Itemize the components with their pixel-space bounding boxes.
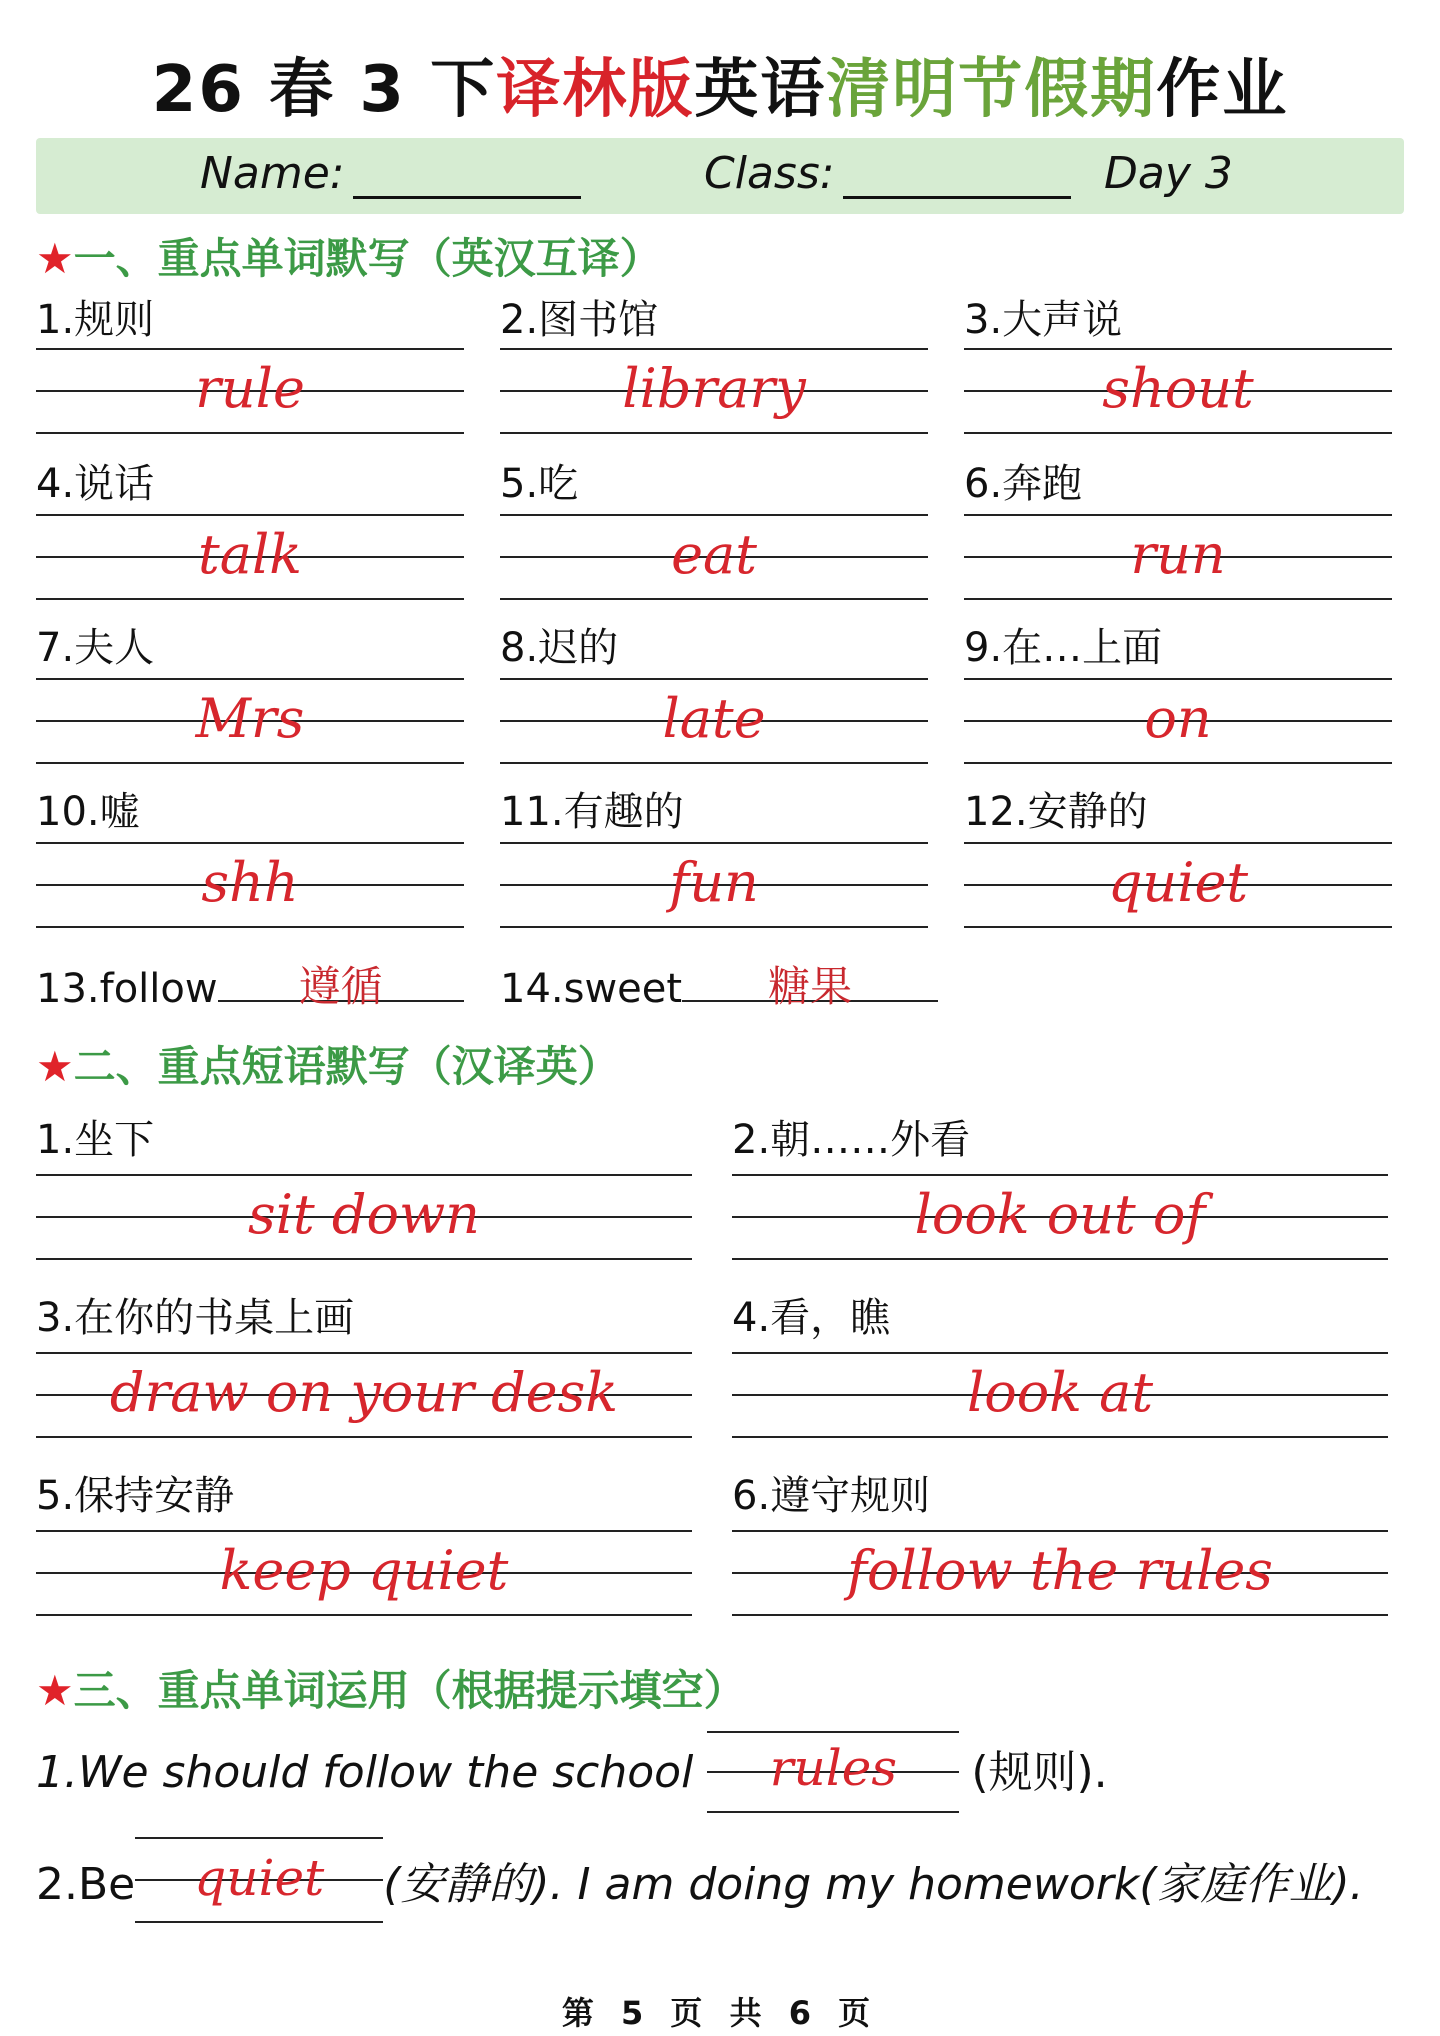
word-item-inline[interactable] [36,960,464,1012]
title-part-edition: 译林版 [496,53,695,127]
word-answer: late [662,687,766,750]
info-banner [36,138,1404,214]
word-answer: shout [1102,357,1254,420]
title-part-holiday: 清明节假期 [826,53,1157,127]
star-icon: ★ [36,1042,74,1091]
word-item[interactable] [36,288,464,438]
phrase-prompt: 6.遵守规则 [732,1473,931,1519]
phrase-answer: draw on your desk [109,1361,619,1424]
word-item[interactable] [500,616,928,766]
star-icon: ★ [36,234,74,283]
title-part-subject: 英语 [694,53,827,127]
word-prompt: 1.规则 [36,297,155,343]
word-item[interactable] [500,288,928,438]
answer-blank[interactable] [682,960,938,1011]
phrase-prompt: 2.朝……外看 [732,1117,971,1163]
phrase-answer: look out of [914,1183,1206,1246]
word-answer: talk [198,523,302,586]
word-prompt: 5.吃 [500,461,579,507]
answer-blank[interactable] [707,1739,959,1805]
word-item[interactable] [500,780,928,930]
word-answer: fun [669,851,759,914]
phrase-item[interactable] [36,1286,692,1446]
word-answer: 糖果 [768,962,853,1011]
class-blank[interactable] [843,156,1071,199]
word-prompt: 11.有趣的 [500,789,684,835]
word-item[interactable] [36,452,464,602]
page-title [0,38,1440,130]
phrase-item[interactable] [36,1108,692,1268]
section1-title-text: 一、重点单词默写（英汉互译） [73,234,662,283]
section1-title [36,226,662,286]
sentence-text-after: (规则). [971,1747,1108,1798]
star-icon: ★ [36,1666,74,1715]
title-part-grade: 26 春 3 下 [151,53,497,127]
word-prompt: 9.在…上面 [964,625,1163,671]
section2-title-text: 二、重点短语默写（汉译英） [73,1042,620,1091]
day-label: Day 3 [1104,148,1233,199]
phrase-prompt: 5.保持安静 [36,1473,235,1519]
phrase-item[interactable] [36,1464,692,1624]
word-item[interactable] [964,616,1392,766]
word-item[interactable] [964,452,1392,602]
word-answer: run [1130,523,1226,586]
word-answer: 遵循 [298,962,383,1011]
word-answer: eat [671,523,757,586]
word-prompt: 3.大声说 [964,297,1123,343]
phrase-prompt: 4.看，瞧 [732,1295,891,1341]
fill-sentence-2[interactable] [36,1848,1364,1917]
title-part-homework: 作业 [1156,53,1289,127]
sentence-text-before: 2.Be [36,1859,136,1910]
fill-sentence-1[interactable] [36,1736,1108,1805]
sentence-answer: quiet [194,1849,325,1907]
section3-title-text: 三、重点单词运用（根据提示填空） [73,1666,746,1715]
word-answer: shh [201,851,299,914]
word-item[interactable] [500,452,928,602]
word-prompt: 8.迟的 [500,625,619,671]
word-item[interactable] [964,288,1392,438]
word-item[interactable] [36,780,464,930]
word-prompt: 12.安静的 [964,789,1148,835]
word-prompt: 14.sweet [500,966,683,1012]
word-answer: quiet [1107,851,1249,914]
word-item[interactable] [964,780,1392,930]
class-field[interactable] [704,148,1071,199]
phrase-answer: keep quiet [219,1539,509,1602]
sentence-answer: rules [769,1739,897,1797]
phrase-item[interactable] [732,1464,1388,1624]
phrase-answer: look at [966,1361,1154,1424]
word-prompt: 4.说话 [36,461,155,507]
section2-title [36,1034,620,1094]
word-answer: library [622,357,806,420]
word-answer: rule [195,357,305,420]
section3-title [36,1658,746,1718]
name-blank[interactable] [353,156,581,199]
answer-blank[interactable] [218,960,464,1011]
word-answer: Mrs [195,687,305,750]
sentence-text-before: 1.We should follow the school [36,1747,708,1798]
word-answer: on [1144,687,1212,750]
answer-blank[interactable] [135,1849,383,1917]
sentence-text-after: (安静的). I am doing my homework(家庭作业). [383,1859,1364,1910]
word-prompt: 6.奔跑 [964,461,1083,507]
phrase-prompt: 1.坐下 [36,1117,155,1163]
phrase-item[interactable] [732,1108,1388,1268]
phrase-prompt: 3.在你的书桌上画 [36,1295,355,1341]
phrase-answer: sit down [248,1183,480,1246]
phrase-item[interactable] [732,1286,1388,1446]
phrase-answer: follow the rules [846,1539,1274,1602]
word-item-inline[interactable] [500,960,938,1012]
name-label: Name: [200,148,345,199]
word-prompt: 10.嘘 [36,789,140,835]
word-prompt: 2.图书馆 [500,297,659,343]
word-item[interactable] [36,616,464,766]
page-footer: 第 5 页 共 6 页 [561,1994,879,2032]
class-label: Class: [704,148,835,199]
word-prompt: 13.follow [36,966,218,1012]
word-prompt: 7.夫人 [36,625,155,671]
name-field[interactable] [200,148,581,199]
